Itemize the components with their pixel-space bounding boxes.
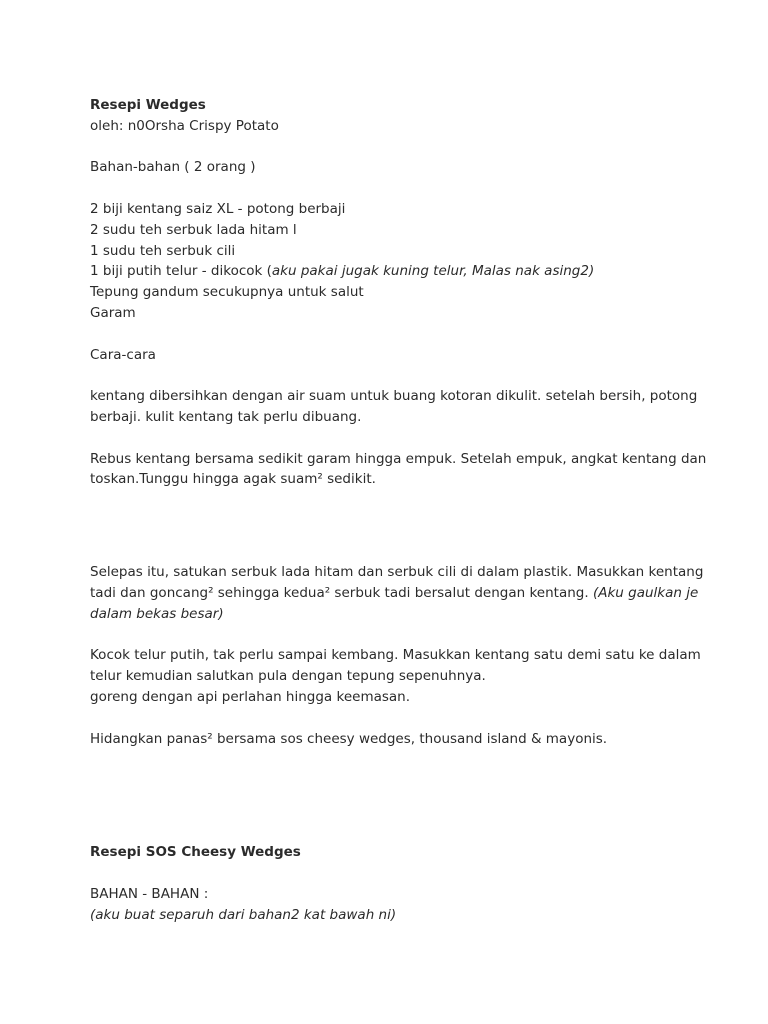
recipe-title: Resepi Wedges bbox=[90, 97, 206, 113]
step-text: toskan.Tunggu hingga agak suam² sedikit. bbox=[90, 471, 376, 488]
ingredient-item: Tepung gandum secukupnya untuk salut bbox=[90, 284, 364, 301]
ingredient-egg-note: aku pakai jugak kuning telur, Malas nak asing2) bbox=[271, 263, 595, 280]
step-text: kentang dibersihkan dengan air suam untuk buang kotoran dikulit. setelah bersih, potong bbox=[90, 388, 698, 405]
sauce-ingredients-heading: BAHAN - BAHAN : bbox=[90, 885, 209, 902]
step3-text: tadi dan goncang² sehingga kedua² serbuk tadi bersalut dengan kentang. bbox=[90, 584, 593, 601]
step3-note-continued: dalam bekas besar) bbox=[90, 605, 224, 622]
recipe-byline: oleh: n0Orsha Crispy Potato bbox=[90, 117, 279, 134]
ingredients-heading: Bahan-bahan ( 2 orang ) bbox=[90, 159, 256, 176]
ingredient-item: 2 sudu teh serbuk lada hitam l bbox=[90, 221, 297, 238]
sauce-recipe-title: Resepi SOS Cheesy Wedges bbox=[90, 844, 301, 861]
step-text bbox=[90, 583, 699, 604]
steps-heading: Cara-cara bbox=[90, 346, 156, 363]
document-page bbox=[90, 95, 707, 925]
step-text: Rebus kentang bersama sedikit garam hingga empuk. Setelah empuk, angkat kentang dan bbox=[90, 450, 707, 467]
serving-text: Hidangkan panas² bersama sos cheesy wedges, thousand island & mayonis. bbox=[90, 730, 608, 747]
ingredient-item: Garam bbox=[90, 304, 136, 321]
sauce-note: (aku buat separuh dari bahan2 kat bawah ni) bbox=[90, 906, 397, 923]
ingredient-egg-text: 1 biji putih telur - dikocok ( bbox=[90, 263, 272, 280]
ingredient-item: 1 sudu teh serbuk cili bbox=[90, 242, 236, 259]
step-text: Selepas itu, satukan serbuk lada hitam dan serbuk cili di dalam plastik. Masukkan kentang bbox=[90, 564, 704, 581]
step-text: telur kemudian salutkan pula dengan tepung sepenuhnya. bbox=[90, 668, 486, 685]
step-text: Kocok telur putih, tak perlu sampai kembang. Masukkan kentang satu demi satu ke dalam bbox=[90, 647, 701, 664]
ingredient-item-egg bbox=[90, 261, 690, 282]
ingredient-item: 2 biji kentang saiz XL - potong berbaji bbox=[90, 200, 346, 217]
step-text: berbaji. kulit kentang tak perlu dibuang. bbox=[90, 408, 362, 425]
step3-note: (Aku gaulkan je bbox=[592, 584, 699, 601]
step-text: goreng dengan api perlahan hingga keemasan. bbox=[90, 688, 411, 705]
